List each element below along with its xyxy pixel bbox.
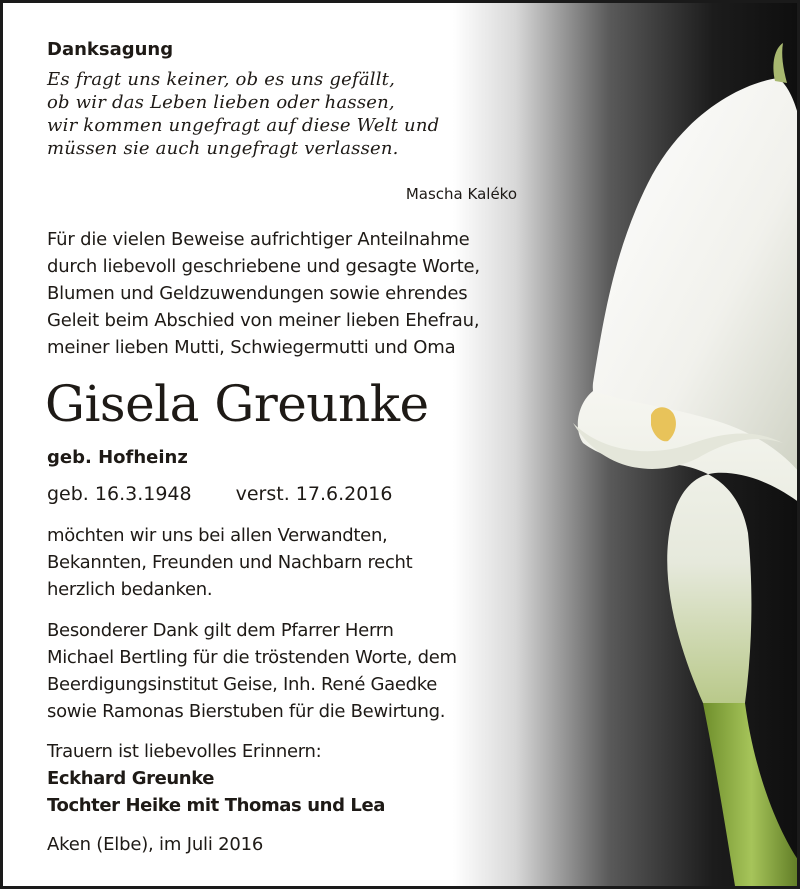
special-thanks-line: Beerdigungsinstitut Geise, Inh. René Gaedke (47, 674, 438, 695)
poem (47, 68, 439, 160)
intro-line: meiner lieben Mutti, Schwiegermutti und Oma (47, 337, 456, 358)
thanks-text (47, 522, 412, 603)
maiden-name: geb. Hofheinz (47, 447, 188, 468)
heading: Danksagung (47, 39, 174, 60)
mourning-intro: Trauern ist liebevolles Erinnern: (47, 741, 322, 762)
special-thanks-line: sowie Ramonas Bierstuben für die Bewirtung. (47, 701, 446, 722)
thanks-line: möchten wir uns bei allen Verwandten, (47, 525, 388, 546)
special-thanks-line: Besonderer Dank gilt dem Pfarrer Herrn (47, 620, 394, 641)
poem-line: ob wir das Leben lieben oder hassen, (47, 92, 395, 113)
death-date: verst. 17.6.2016 (235, 483, 393, 505)
thanks-line: Bekannten, Freunden und Nachbarn recht (47, 552, 413, 573)
special-thanks-text (47, 617, 457, 725)
deceased-name: Gisela Greunke (45, 375, 429, 433)
mourner-name: Eckhard Greunke (47, 768, 215, 789)
birth-date: geb. 16.3.1948 (47, 483, 192, 505)
mourners-block (47, 738, 385, 819)
thanks-line: herzlich bedanken. (47, 579, 213, 600)
intro-text (47, 226, 480, 361)
intro-line: Blumen und Geldzuwendungen sowie ehrendes (47, 283, 468, 304)
life-dates (47, 483, 392, 505)
intro-line: Für die vielen Beweise aufrichtiger Anteilnahme (47, 229, 470, 250)
mourner-name: Tochter Heike mit Thomas und Lea (47, 795, 386, 816)
intro-line: Geleit beim Abschied von meiner lieben Ehefrau, (47, 310, 480, 331)
poem-author: Mascha Kaléko (405, 185, 517, 203)
special-thanks-line: Michael Bertling für die tröstenden Worte, dem (47, 647, 457, 668)
poem-line: müssen sie auch ungefragt verlassen. (47, 138, 399, 159)
intro-line: durch liebevoll geschriebene und gesagte Worte, (47, 256, 480, 277)
poem-line: Es fragt uns keiner, ob es uns gefällt, (47, 69, 396, 90)
poem-line: wir kommen ungefragt auf diese Welt und (47, 115, 440, 136)
place-date: Aken (Elbe), im Juli 2016 (47, 834, 264, 855)
